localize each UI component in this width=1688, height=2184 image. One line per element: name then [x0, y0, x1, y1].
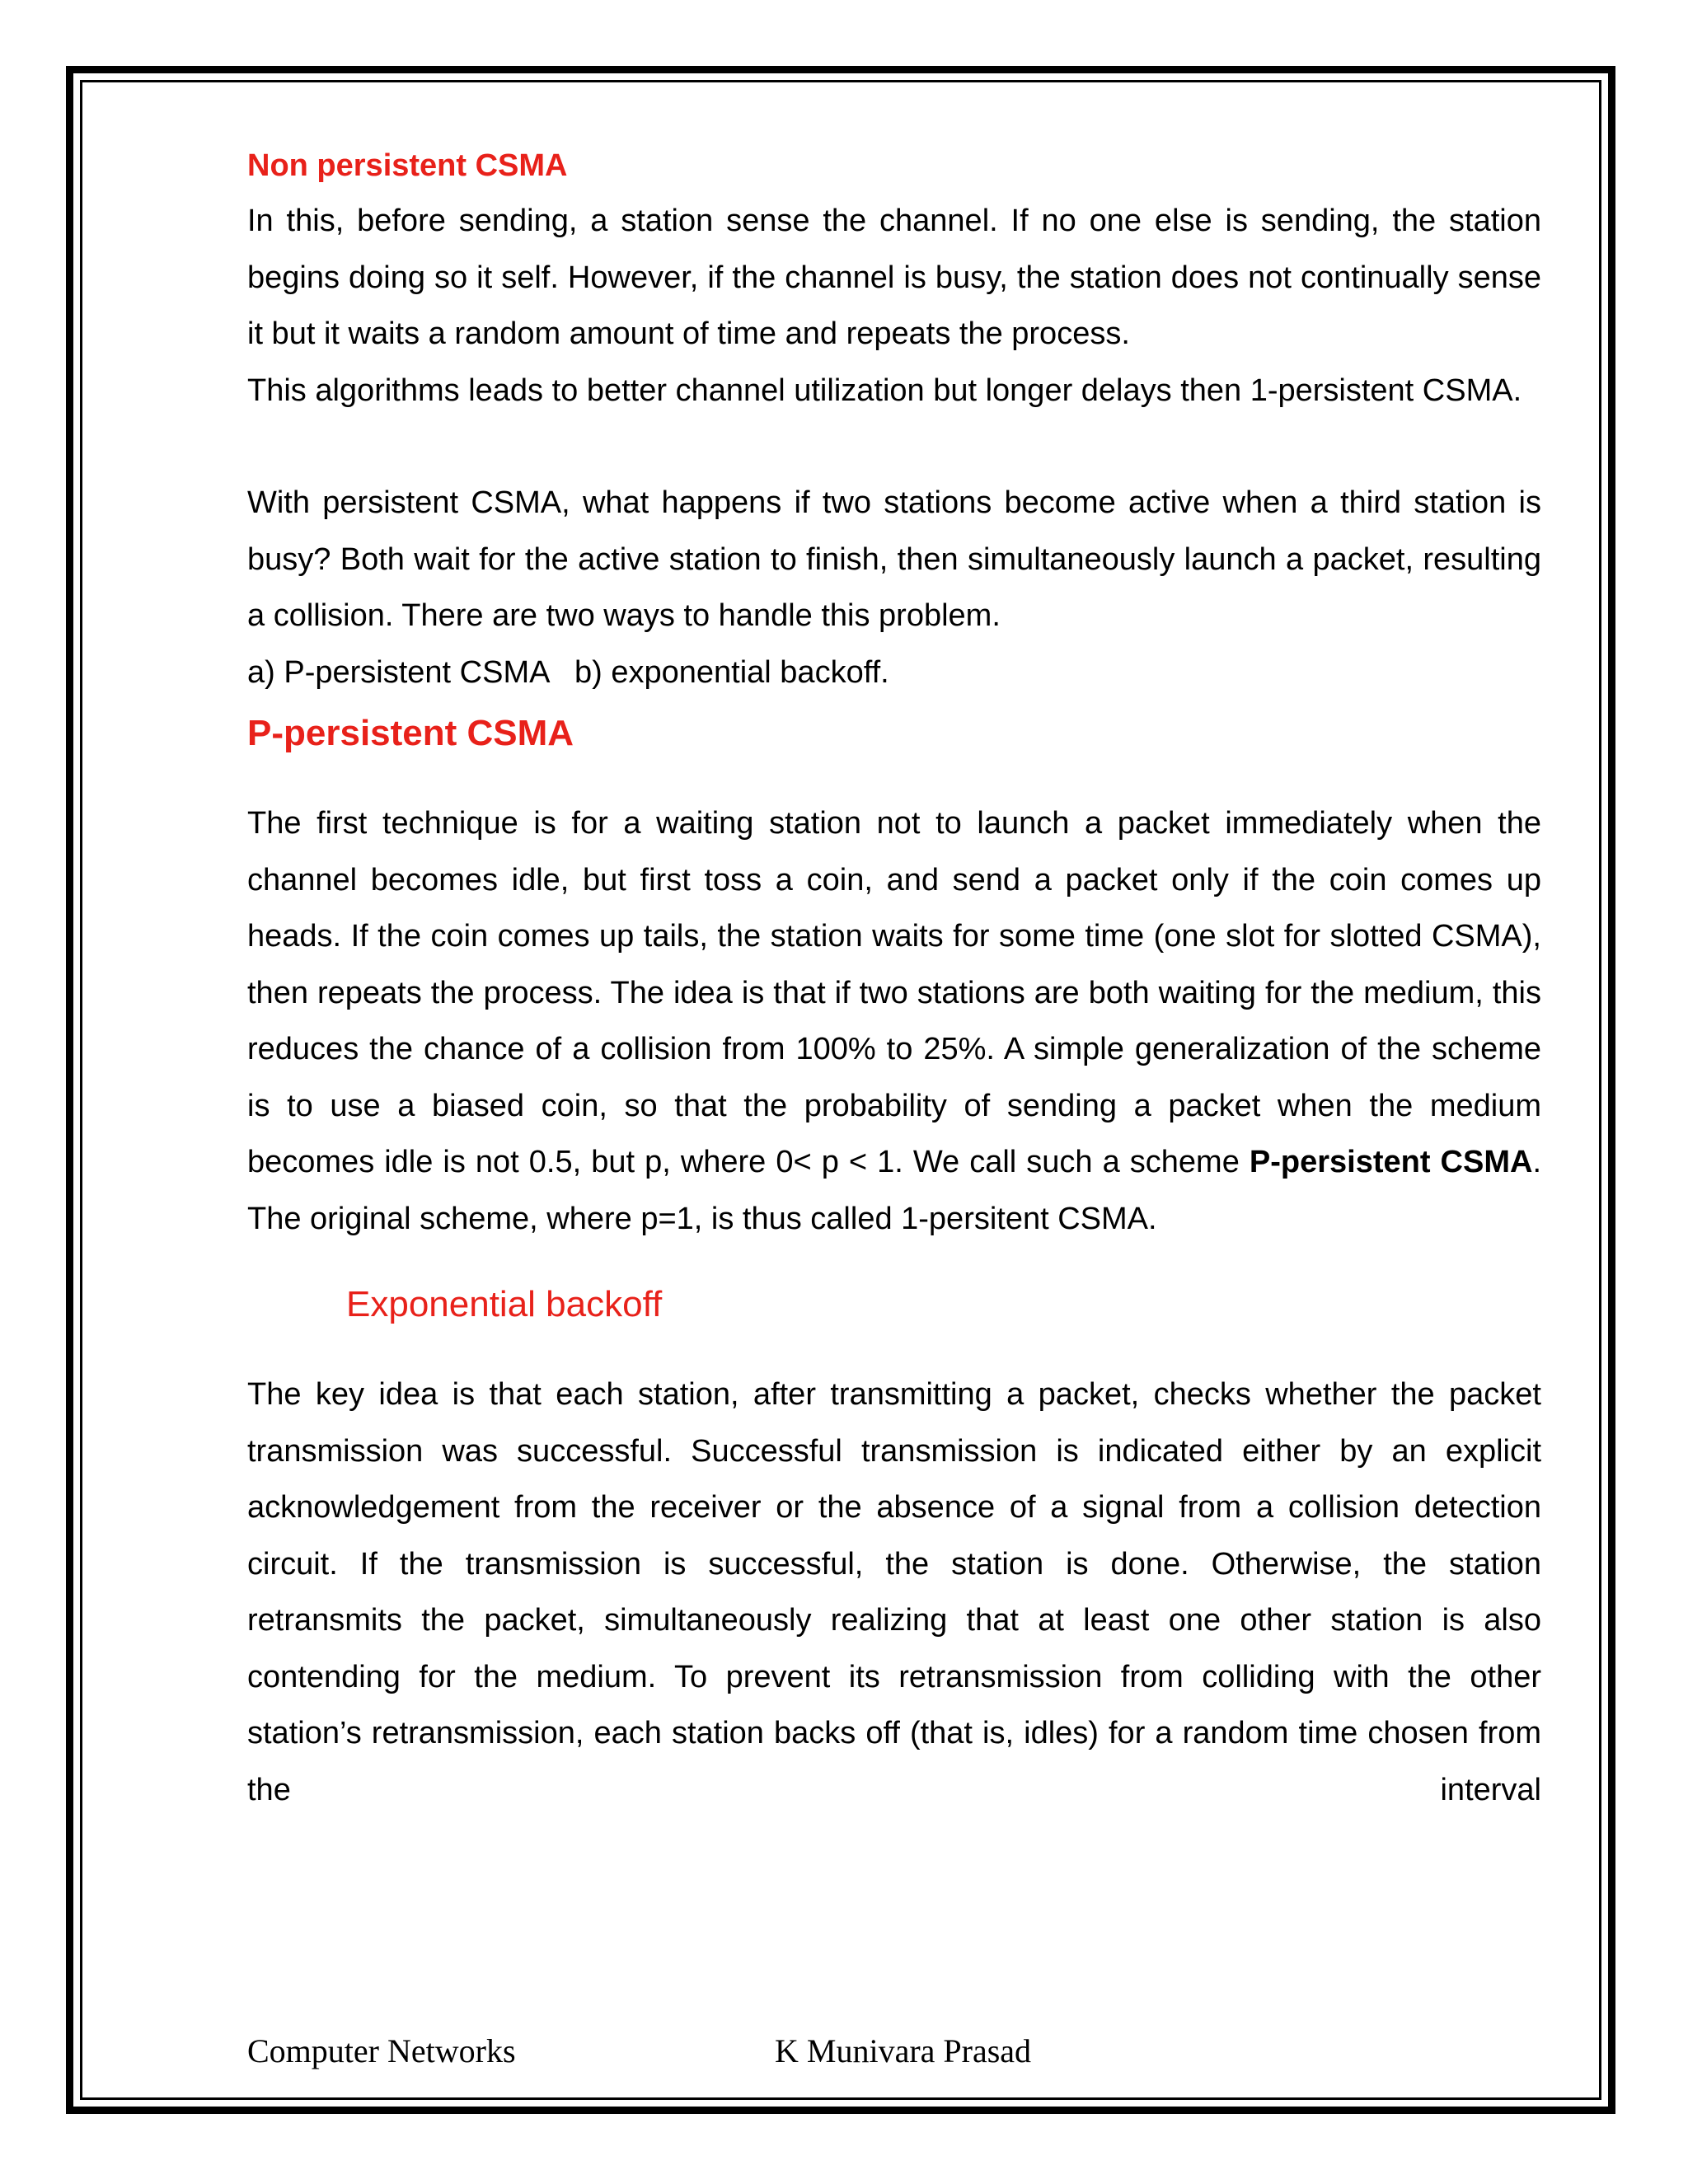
paragraph-p-persistent-text-2: . The original scheme, where p=1, is thus called 1-persitent CSMA. — [247, 1145, 1541, 1236]
footer-author: K Munivara Prasad — [775, 2032, 1032, 2069]
paragraph-p-persistent-text-1: The first technique is for a waiting station not to launch a packet immediately when the channel becomes idle, but first toss a coin, and send a packet only if the coin comes up heads. If the coin comes up tails, the station waits for some time (one slot for slotted CSMA), then repeats the process. The idea is that if two stations are both waiting for the medium, this reduces the chance of a collision from 100% to 25%. A simple generalization of the scheme is to use a biased coin, so that the probability of sending a packet when the medium becomes idle is not 0.5, but p, where 0< p < 1. We call such a scheme — [247, 806, 1541, 1179]
heading-non-persistent-csma: Non persistent CSMA — [247, 148, 568, 183]
paragraph-p-persistent — [247, 795, 1541, 1247]
paragraph-p-persistent-bold: P-persistent CSMA — [1249, 1145, 1533, 1179]
footer-course-title: Computer Networks — [247, 2032, 516, 2069]
paragraph-non-persistent-1: In this, before sending, a station sense the channel. If no one else is sending, the station begins doing so it self. However, if the channel is busy, the station does not continually sense it but it waits a random amount of time and repeats the process. — [247, 204, 1541, 351]
heading-exponential-backoff: Exponential backoff — [346, 1284, 663, 1324]
paragraph-persistent-problem: With persistent CSMA, what happens if two stations become active when a third station is busy? Both wait for the active station to finish, then simultaneously launch a packet, resulting a collision. There are two ways to handle this problem. — [247, 485, 1541, 633]
heading-p-persistent-csma: P-persistent CSMA — [247, 713, 574, 753]
paragraph-non-persistent-2: This algorithms leads to better channel utilization but longer delays then 1-persistent CSMA. — [247, 373, 1522, 408]
page-content — [247, 144, 1541, 1818]
paragraph-two-ways: a) P-persistent CSMA b) exponential backoff. — [247, 654, 889, 690]
paragraph-exponential-backoff: The key idea is that each station, after transmitting a packet, checks whether the packet transmission was successful. Successful transmission is indicated either by an explicit acknowledgement from the receiver or the absence of a signal from a collision detection circuit. If the transmission is successful, the station is done. Otherwise, the station retransmits the packet, simultaneously realizing that at least one other station is also contending for the medium. To prevent its retransmission from colliding with the other station’s retransmission, each station backs off (that is, idles) for a random time chosen from the interval — [247, 1377, 1541, 1807]
